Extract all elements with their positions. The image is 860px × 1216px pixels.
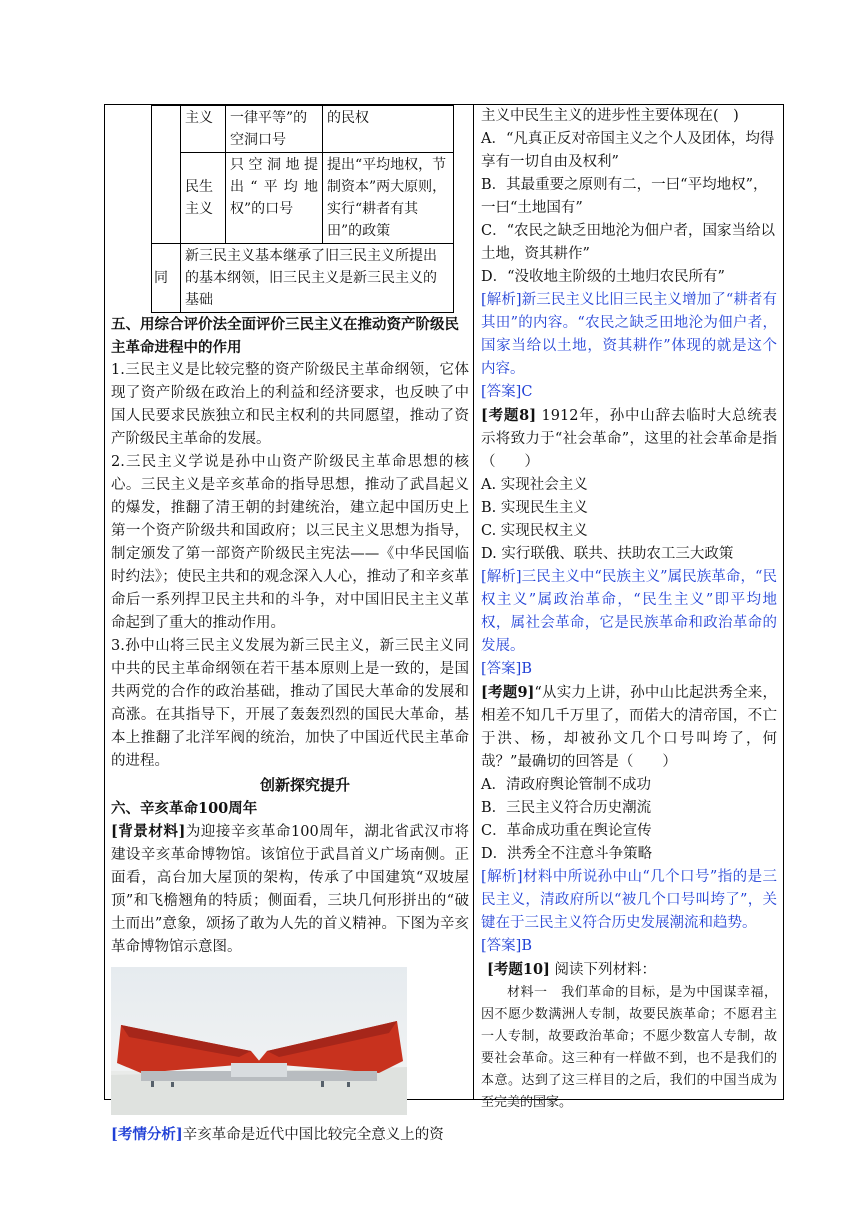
question-7-analysis: [解析]新三民主义比旧三民主义增加了“耕者有其田”的内容。“农民之缺乏田地沦为佃户者，国家当给以土地，资其耕作”体现的就是这个内容。 [481, 292, 777, 377]
section-title-center: 创新探究提升 [259, 776, 350, 794]
option-d: D．“没收地主阶级的土地归农民所有” [481, 269, 725, 285]
table-cell: 新三民主义基本继承了旧三民主义所提出的基本纲领，旧三民主义是新三民主义的基础 [181, 244, 454, 313]
paragraph: 2.三民主义学说是孙中山资产阶级民主革命思想的核心。三民主义是辛亥革命的指导思想，推动了武昌起义的爆发，推翻了清王朝的封建统治，建立起中国历史上第一个资产阶级共和国政府；以三民主义思想为指导，制定颁发了第一部资产阶级民主宪法——《中华民国临时约法》；使民主共和的观念深入人心，推动了和辛亥革命后一系列捍卫民主共和的斗争，对中国旧民主主义革命起到了重大的推动作用。 [111, 454, 469, 631]
question-9-label: [考题9] [481, 684, 535, 701]
right-column [474, 105, 783, 1110]
table-cell: 同 [152, 244, 181, 313]
background-paragraph [111, 820, 469, 959]
question-10-stem [481, 958, 777, 982]
question-9-answer: [答案]B [481, 938, 532, 954]
comparison-table [151, 105, 454, 313]
question-8-stem [481, 404, 777, 474]
analysis-label: [考情分析] [111, 1126, 183, 1143]
question-9-text: “从实力上讲，孙中山比起洪秀全来，相差不知几千万里了，而偌大的清帝国，不亡于洪、杨，却被孙文几个口号叫垮了，何哉？”最确切的回答是（ ） [481, 685, 777, 770]
question-8-analysis: [解析]三民主义中“民族主义”属民族革命，“民权主义”属政治革命，“民生主义”即平均地权，属社会革命，它是民族革命和政治革命的发展。 [481, 569, 777, 654]
option-d: D. 实行联俄、联共、扶助农工三大政策 [481, 546, 734, 562]
option-a: A. 实现社会主义 [481, 477, 588, 493]
table-cell: 提出“平均地权，节制资本”两大原则，实行“耕者有其田”的政策 [323, 153, 454, 244]
question-10-label: [考题10] [487, 961, 550, 978]
analysis-text: 辛亥革命是近代中国比较完全意义上的资 [182, 1127, 444, 1143]
question-7-stem: 主义中民生主义的进步性主要体现在( ) [481, 108, 739, 124]
page-frame [104, 104, 784, 1143]
question-8-label: [考题8] [481, 407, 537, 424]
paragraph: 3.孙中山将三民主义发展为新三民主义，新三民主义同中共的民主革命纲领在若干基本原则上是一致的，是国共两党的合作的政治基础，推动了国民大革命的发展和高涨。在其指导下，开展了轰轰烈烈的国民大革命，基本上推翻了北洋军阀的统治，加快了中国近代民主革命的进程。 [111, 638, 469, 769]
question-8-text: 1912年，孙中山辞去临时大总统表示将致力于“社会革命”，这里的社会革命是指（ ） [481, 408, 778, 470]
question-8-answer: [答案]B [481, 661, 532, 677]
option-c: C．革命成功重在舆论宣传 [481, 823, 652, 839]
table-row [152, 153, 454, 244]
background-text: 为迎接辛亥革命100周年，湖北省武汉市将建设辛亥革命博物馆。该馆位于武昌首义广场南侧。正面看，高台加大屋顶的架构，传承了中国建筑“双坡屋顶”和飞檐翘角的特质；侧面看，三块几何形拼出的“破土而出”意象，颂扬了敢为人先的首义精神。下图为辛亥革命博物馆示意图。 [111, 824, 469, 955]
option-c: C．“农民之缺乏田地沦为佃户者，国家当给以土地，资其耕作” [481, 223, 776, 262]
section-5-title: 五、用综合评价法全面评价三民主义在推动资产阶级民主革命进程中的作用 [111, 316, 459, 356]
paragraph: 1.三民主义是比较完整的资产阶级民主革命纲领，它体现了资产阶级在政治上的利益和经济要求，也反映了中国人民要求民族独立和民主权利的共同愿望，推动了资产阶级民主革命的发展。 [111, 362, 469, 447]
left-column [105, 105, 474, 1143]
option-a: A．清政府舆论管制不成功 [481, 777, 651, 793]
option-a: A．“凡真正反对帝国主义之个人及团体，均得享有一切自由及权利” [481, 131, 775, 170]
table-cell: 主义 [181, 106, 226, 153]
material-one: 材料一 我们革命的目标，是为中国谋幸福，因不愿少数满洲人专制，故要民族革命；不愿君主一人专制，故要政治革命；不愿少数富人专制，故要社会革命。这三种有一样做不到，也不是我们的本意。达到了这三样目的之后，我们的中国当成为至完美的国家。 [481, 985, 777, 1110]
background-label: [背景材料] [111, 823, 186, 840]
question-9-analysis: [解析]材料中所说孙中山“几个口号”指的是三民主义，清政府所以“被几个口号叫垮了”，关键在于三民主义符合历史发展潮流和趋势。 [481, 869, 777, 931]
option-b: B. 实现民生主义 [481, 500, 588, 516]
table-row [152, 244, 454, 313]
table-cell: 只空洞地提出“平均地权”的口号 [226, 153, 323, 244]
table-cell [152, 106, 181, 244]
question-10-text: 阅读下列材料： [554, 962, 657, 978]
table-row [152, 106, 454, 153]
option-c: C. 实现民权主义 [481, 523, 588, 539]
option-b: B．其最重要之原则有二，一曰“平均地权”，一曰“土地国有” [481, 177, 768, 216]
table-cell: 民生主义 [181, 153, 226, 244]
question-9-stem [481, 681, 777, 774]
table-cell: 的民权 [323, 106, 454, 153]
question-7-answer: [答案]C [481, 384, 533, 400]
analysis-paragraph [111, 1123, 469, 1147]
option-d: D．洪秀全不注意斗争策略 [481, 846, 653, 862]
section-6-title: 六、辛亥革命100周年 [111, 800, 258, 817]
table-cell: 一律平等”的空洞口号 [226, 106, 323, 153]
option-b: B．三民主义符合历史潮流 [481, 800, 652, 816]
museum-photo [111, 967, 407, 1115]
